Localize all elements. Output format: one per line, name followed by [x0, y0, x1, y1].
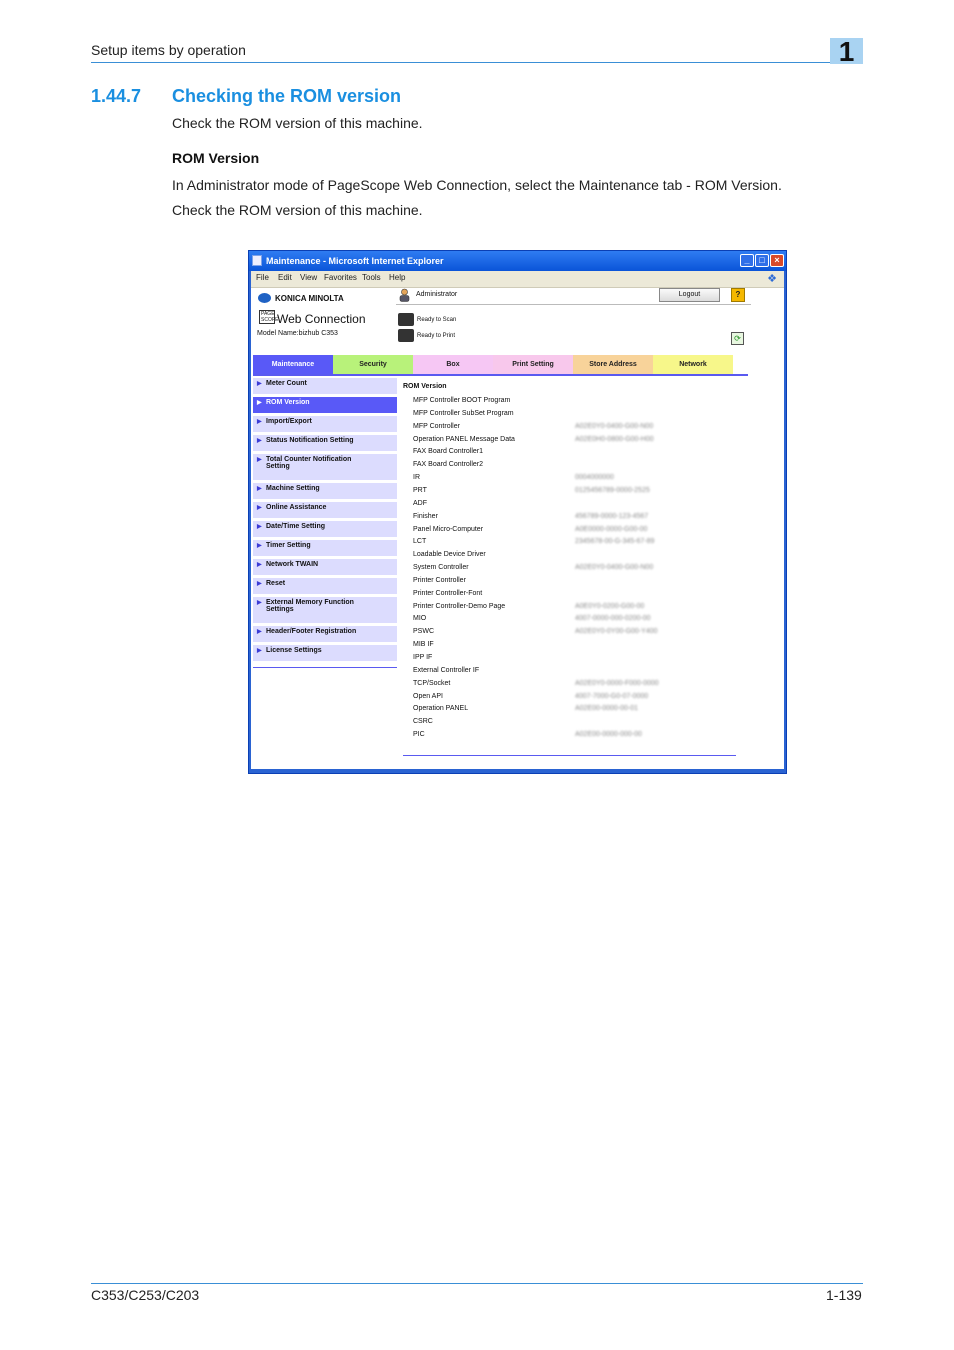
tab-maintenance[interactable]: Maintenance	[253, 355, 333, 374]
rom-row-value: A0E0000-0000-G00-00	[575, 525, 648, 533]
window-border-bottom	[249, 769, 786, 773]
menu-view[interactable]: View	[300, 273, 318, 282]
footer-models: C353/C253/C203	[91, 1287, 200, 1303]
rom-row-label: Finisher	[413, 512, 438, 520]
rom-row-value: A02E0Y0-0400-G00-N00	[575, 422, 654, 430]
rom-row-label: MFP Controller	[413, 422, 460, 430]
rom-table-end-rule	[403, 755, 736, 756]
sidebar-item-header-footer-registration[interactable]	[253, 626, 397, 642]
rom-row-label: Printer Controller	[413, 576, 466, 584]
sidebar-item-network-twain[interactable]	[253, 559, 397, 575]
tab-box[interactable]: Box	[413, 355, 493, 374]
chevron-right-icon: ▶	[257, 419, 262, 425]
rom-row-value: A02E0Y0-0400-G00-N00	[575, 564, 654, 572]
instruction-text: In Administrator mode of PageScope Web Connection, select the Maintenance tab - ROM Version.	[172, 177, 782, 193]
minimize-icon[interactable]: _	[740, 254, 754, 267]
sidebar-item-external-memory-function[interactable]	[253, 597, 397, 623]
user-mode-label: Administrator	[416, 291, 458, 298]
sidebar-item-label: Online Assistance	[266, 504, 327, 511]
header-rule	[91, 62, 863, 63]
window-title: Maintenance - Microsoft Internet Explorer	[266, 256, 444, 266]
menu-help[interactable]: Help	[389, 273, 406, 282]
menu-favorites[interactable]: Favorites	[324, 273, 357, 282]
rom-row-label: LCT	[413, 538, 427, 546]
chevron-right-icon: ▶	[257, 581, 262, 587]
sidebar-item-label-line2: Setting	[266, 463, 290, 470]
rom-row-label: CSRC	[413, 718, 433, 726]
subheading: ROM Version	[172, 150, 260, 166]
sidebar-item-label: Timer Setting	[266, 542, 311, 549]
browser-icon	[252, 255, 262, 266]
rom-row-label: Loadable Device Driver	[413, 551, 486, 559]
instruction-text-2: Check the ROM version of this machine.	[172, 202, 423, 218]
rom-row-label: IR	[413, 474, 420, 482]
sidebar-item-label: Reset	[266, 580, 286, 587]
rom-row-label: MFP Controller BOOT Program	[413, 397, 511, 404]
chevron-right-icon: ▶	[257, 438, 262, 444]
tab-print-setting[interactable]: Print Setting	[493, 355, 573, 374]
sidebar-item-label: ROM Version	[266, 399, 310, 406]
rom-row-label: MIO	[413, 615, 427, 623]
rom-row-label: TCP/Socket	[413, 679, 451, 687]
rom-row-label: FAX Board Controller2	[413, 461, 484, 469]
chevron-right-icon: ▶	[257, 543, 262, 549]
chevron-right-icon: ▶	[257, 505, 262, 511]
sidebar-item-label: Header/Footer Registration	[266, 628, 357, 635]
windows-flag-icon: ❖	[767, 273, 777, 285]
menu-file[interactable]: File	[256, 273, 269, 282]
rom-row-label: Operation PANEL Message Data	[413, 435, 515, 443]
chevron-right-icon: ▶	[257, 562, 262, 568]
scanner-icon	[398, 313, 414, 326]
rom-row-value: 4007-7000-G0-07-0000	[575, 692, 649, 700]
rom-row-value: A0E0Y0-0200-G00-00	[575, 602, 645, 610]
sidebar-item-label: License Settings	[266, 647, 322, 654]
rom-row-value: A02E00-0000-000-00	[575, 731, 642, 739]
menu-edit[interactable]: Edit	[278, 273, 292, 282]
rom-row-label: MIB IF	[413, 641, 434, 649]
rom-row-value: A02E0Y0-0000-F000-0000	[575, 679, 659, 687]
sidebar-item-label: Machine Setting	[266, 485, 320, 492]
rom-row-label: PRT	[413, 486, 427, 494]
rom-row-value: 4007-0000-000-0200-00	[575, 615, 651, 623]
chapter-number: 1	[838, 36, 855, 67]
sidebar-item-label: Meter Count	[266, 380, 307, 387]
rom-row-label: PIC	[413, 731, 425, 739]
tab-network[interactable]: Network	[653, 355, 733, 374]
rom-row-value: A02E0Y0-0Y00-G00-Y400	[575, 628, 658, 636]
sidebar-item-total-counter-notification[interactable]	[253, 454, 397, 480]
chevron-right-icon: ▶	[257, 486, 262, 492]
chevron-right-icon: ▶	[257, 629, 262, 635]
rom-row-label: Printer Controller-Demo Page	[413, 602, 506, 610]
print-status: Ready to Print	[417, 333, 456, 339]
sidebar-item-status-notification-setting[interactable]	[253, 435, 397, 451]
chevron-right-icon: ▶	[257, 457, 262, 463]
sidebar-item-label: External Memory Function	[266, 599, 354, 606]
rom-row-label: Printer Controller-Font	[413, 589, 483, 597]
rom-row-value: A02E00-0000-00-01	[575, 705, 639, 713]
maximize-icon[interactable]: □	[755, 254, 769, 267]
footer-page-number: 1-139	[826, 1287, 862, 1303]
konica-minolta-logo-icon	[258, 293, 271, 303]
section-number: 1.44.7	[91, 86, 142, 106]
section-title: Checking the ROM version	[172, 86, 402, 106]
close-icon[interactable]: ×	[770, 254, 784, 267]
sidebar-item-online-assistance[interactable]	[253, 502, 397, 518]
chevron-right-icon: ▶	[257, 400, 262, 406]
web-page-content	[251, 288, 784, 773]
sidebar-item-timer-setting[interactable]	[253, 540, 397, 556]
intro-text: Check the ROM version of this machine.	[172, 115, 423, 131]
sidebar-item-label: Network TWAIN	[266, 561, 319, 568]
rom-row-value: A02E0H0-0800-G00-H00	[575, 435, 654, 443]
rom-row-label: Open API	[413, 692, 443, 700]
rom-row-label: FAX Board Controller1	[413, 448, 484, 456]
tab-security[interactable]: Security	[333, 355, 413, 374]
sidebar-item-import-export[interactable]	[253, 416, 397, 432]
chevron-right-icon: ▶	[257, 600, 262, 606]
rom-row-label: External Controller IF	[413, 666, 480, 674]
rom-row-label: ADF	[413, 499, 427, 507]
rom-row-value: 0125456789-0000-2525	[575, 486, 650, 494]
help-icon[interactable]: ?	[731, 288, 745, 302]
sidebar-item-rom-version[interactable]	[253, 397, 397, 413]
printer-icon	[398, 329, 414, 342]
sidebar-item-label: Date/Time Setting	[266, 523, 325, 530]
sidebar-item-reset[interactable]	[253, 578, 397, 594]
rom-row-value: 2345678-00-G-345-67-89	[575, 538, 655, 546]
refresh-icon[interactable]: ⟳	[731, 332, 744, 345]
rom-row-label: Operation PANEL	[413, 705, 469, 713]
pagescope-logo-icon: PAGE SCOPE	[261, 311, 279, 323]
chevron-right-icon: ▶	[257, 524, 262, 530]
sidebar-item-label: Status Notification Setting	[266, 437, 354, 444]
rom-version-heading: ROM Version	[403, 383, 447, 390]
menu-tools[interactable]: Tools	[362, 273, 381, 282]
logout-button[interactable]: Logout	[659, 288, 720, 302]
browser-window-screenshot	[248, 250, 787, 774]
tab-store-address[interactable]: Store Address	[573, 355, 653, 374]
sidebar-item-meter-count[interactable]	[253, 378, 397, 394]
window-titlebar	[249, 251, 786, 271]
rom-row-value: 456789-0000-123-4567	[575, 512, 649, 520]
footer-rule	[91, 1283, 863, 1284]
rom-row-label: System Controller	[413, 564, 469, 572]
window-border-right	[784, 271, 786, 773]
administrator-icon	[398, 288, 411, 302]
tab-underline	[253, 374, 748, 376]
sidebar-item-label: Import/Export	[266, 418, 312, 425]
chevron-right-icon: ▶	[257, 648, 262, 654]
rom-row-label: IPP IF	[413, 654, 433, 661]
rom-row-label: Panel Micro-Computer	[413, 525, 484, 533]
scan-status: Ready to Scan	[417, 317, 457, 323]
rom-row-label: MFP Controller SubSet Program	[413, 409, 514, 417]
running-header: Setup items by operation	[91, 42, 246, 58]
chevron-right-icon: ▶	[257, 381, 262, 387]
sidebar-item-license-settings[interactable]	[253, 645, 397, 661]
brand-name: KONICA MINOLTA	[275, 294, 344, 303]
product-name: Web Connection	[277, 312, 366, 326]
side-menu-end-rule	[253, 667, 397, 668]
model-name: Model Name:bizhub C353	[257, 330, 338, 337]
menu-bar	[249, 271, 786, 288]
sidebar-item-label: Total Counter Notification	[266, 456, 352, 463]
header-divider	[396, 304, 751, 305]
sidebar-item-machine-setting[interactable]	[253, 483, 397, 499]
rom-row-label: PSWC	[413, 628, 434, 636]
sidebar-item-label-line2: Settings	[266, 606, 294, 613]
sidebar-item-date-time-setting[interactable]	[253, 521, 397, 537]
rom-row-value: 0004000000	[575, 474, 614, 482]
